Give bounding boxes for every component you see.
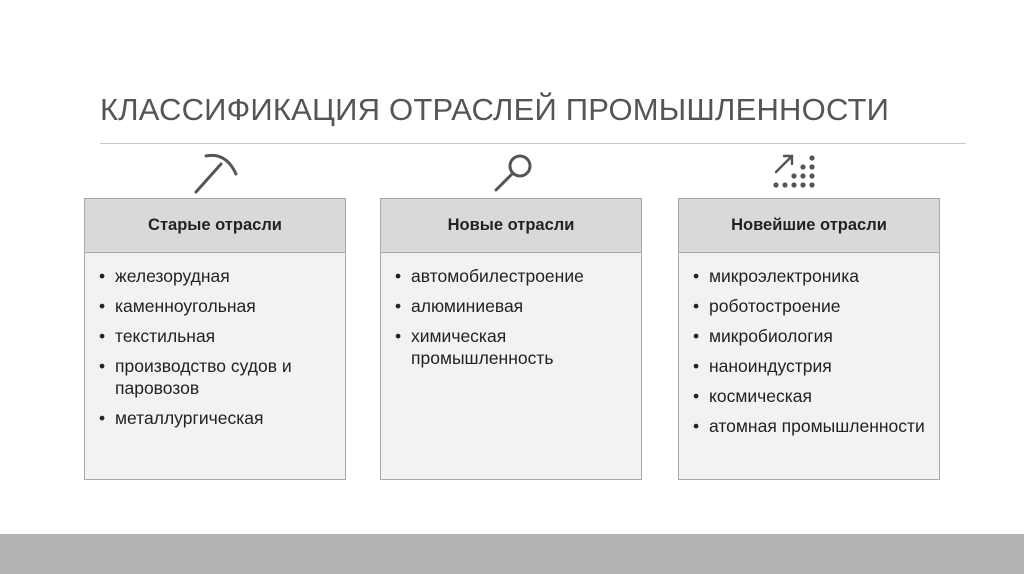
slide-title: КЛАССИФИКАЦИЯ ОТРАСЛЕЙ ПРОМЫШЛЕННОСТИ <box>100 92 890 127</box>
list-item: • микроэлектроника <box>693 265 929 287</box>
list-item: • атомная промышленности <box>693 415 929 437</box>
list-item: • текстильная <box>99 325 335 347</box>
list-item: • каменноугольная <box>99 295 335 317</box>
card-header: Старые отрасли <box>85 199 345 253</box>
list-item: • металлургическая <box>99 407 335 429</box>
list-item: • наноиндустрия <box>693 355 929 377</box>
list-item: • автомобилестроение <box>395 265 631 287</box>
card-newest-industries <box>678 198 940 480</box>
industry-list <box>693 265 929 437</box>
industry-list <box>395 265 631 369</box>
card-header: Новейшие отрасли <box>679 199 939 253</box>
title-divider <box>100 143 966 144</box>
list-item: • алюминиевая <box>395 295 631 317</box>
footer-bar <box>0 534 1024 574</box>
list-item: • космическая <box>693 385 929 407</box>
card-old-industries <box>84 198 346 480</box>
pickaxe-icon <box>192 150 242 198</box>
card-header: Новые отрасли <box>381 199 641 253</box>
list-item: • железорудная <box>99 265 335 287</box>
list-item: • химическая промышленность <box>395 325 631 369</box>
industry-list <box>99 265 335 429</box>
card-new-industries <box>380 198 642 480</box>
list-item: • роботостроение <box>693 295 929 317</box>
magnifier-icon <box>490 150 540 198</box>
growth-dots-icon <box>768 150 818 198</box>
list-item: • микробиология <box>693 325 929 347</box>
list-item: • производство судов и паровозов <box>99 355 335 399</box>
